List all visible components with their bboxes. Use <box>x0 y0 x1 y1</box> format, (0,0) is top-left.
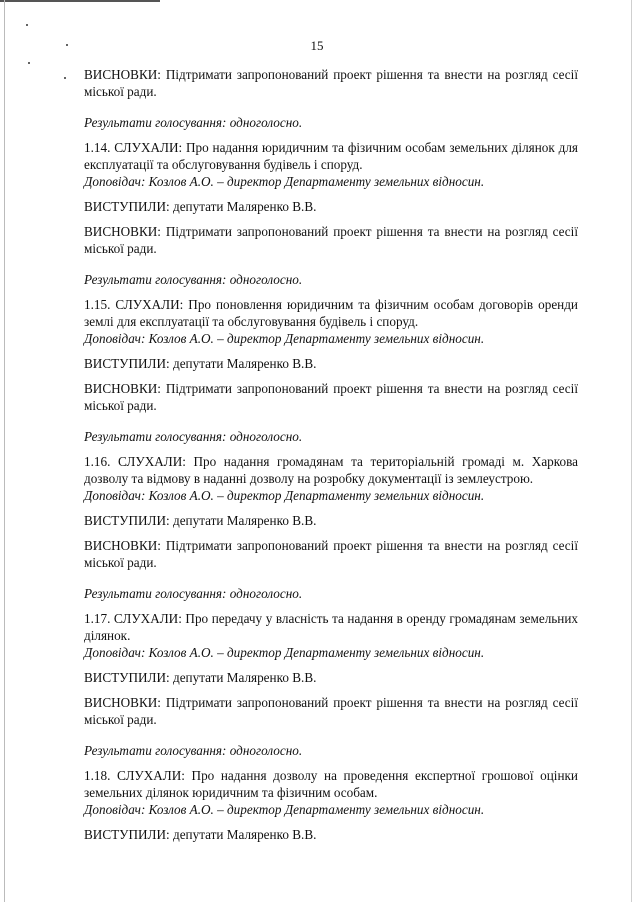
scan-edge-left <box>4 0 5 902</box>
speakers-line: ВИСТУПИЛИ: депутати Маляренко В.В. <box>84 827 317 842</box>
reporter-line: Доповідач: Козлов А.О. – директор Департаменту земельних відносин. <box>84 331 485 346</box>
heard-item-1-16: 1.16. СЛУХАЛИ: Про надання громадянам та територіальній громаді м. Харкова дозволу та відмову в наданні дозволу на розробку документації із землеустрою. <box>84 454 578 486</box>
speakers-line: ВИСТУПИЛИ: депутати Маляренко В.В. <box>84 513 317 528</box>
reporter-line: Доповідач: Козлов А.О. – директор Департаменту земельних відносин. <box>84 802 485 817</box>
scan-speck <box>26 24 28 26</box>
reporter-line: Доповідач: Козлов А.О. – директор Департаменту земельних відносин. <box>84 488 485 503</box>
speakers-line: ВИСТУПИЛИ: депутати Маляренко В.В. <box>84 356 317 371</box>
voting-result: Результати голосування: одноголосно. <box>84 115 303 130</box>
conclusion-paragraph: ВИСНОВКИ: Підтримати запропонований проект рішення та внести на розгляд сесії міської ради. <box>84 381 578 413</box>
heard-item-1-17: 1.17. СЛУХАЛИ: Про передачу у власність та надання в оренду громадянам земельних ділянок. <box>84 611 578 643</box>
speakers-line: ВИСТУПИЛИ: депутати Маляренко В.В. <box>84 199 317 214</box>
conclusion-paragraph: ВИСНОВКИ: Підтримати запропонований проект рішення та внести на розгляд сесії міської ради. <box>84 67 578 99</box>
heard-item-1-15: 1.15. СЛУХАЛИ: Про поновлення юридичним та фізичним особам договорів оренди землі для експлуатації та обслуговування будівель і споруд. <box>84 297 578 329</box>
page-number: 15 <box>310 38 324 53</box>
reporter-line: Доповідач: Козлов А.О. – директор Департаменту земельних відносин. <box>84 174 485 189</box>
conclusion-paragraph: ВИСНОВКИ: Підтримати запропонований проект рішення та внести на розгляд сесії міської ради. <box>84 695 578 727</box>
conclusion-paragraph: ВИСНОВКИ: Підтримати запропонований проект рішення та внести на розгляд сесії міської ради. <box>84 538 578 570</box>
heard-item-1-14: 1.14. СЛУХАЛИ: Про надання юридичним та фізичним особам земельних ділянок для експлуатації та обслуговування будівель і споруд. <box>84 140 578 172</box>
document-body <box>84 66 578 843</box>
voting-result: Результати голосування: одноголосно. <box>84 429 303 444</box>
speakers-line: ВИСТУПИЛИ: депутати Маляренко В.В. <box>84 670 317 685</box>
scan-speck <box>28 62 30 64</box>
voting-result: Результати голосування: одноголосно. <box>84 743 303 758</box>
scan-edge-top <box>0 0 160 2</box>
scan-edge-right <box>631 0 632 902</box>
scan-speck <box>64 77 66 79</box>
reporter-line: Доповідач: Козлов А.О. – директор Департаменту земельних відносин. <box>84 645 485 660</box>
heard-item-1-18: 1.18. СЛУХАЛИ: Про надання дозволу на проведення експертної грошової оцінки земельних ділянок юридичним та фізичним особам. <box>84 768 578 800</box>
voting-result: Результати голосування: одноголосно. <box>84 272 303 287</box>
voting-result: Результати голосування: одноголосно. <box>84 586 303 601</box>
conclusion-paragraph: ВИСНОВКИ: Підтримати запропонований проект рішення та внести на розгляд сесії міської ради. <box>84 224 578 256</box>
